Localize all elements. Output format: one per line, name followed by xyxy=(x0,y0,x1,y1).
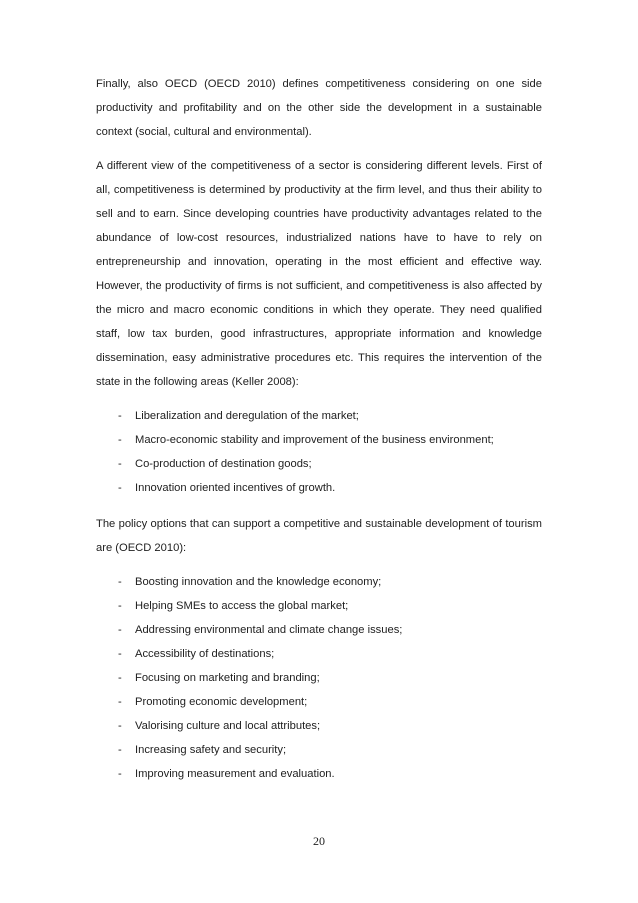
bullet-dash: - xyxy=(118,744,122,756)
bullet-dash: - xyxy=(118,672,122,684)
policy-options-list xyxy=(96,570,542,786)
bullet-dash: - xyxy=(118,624,122,636)
bullet-dash: - xyxy=(118,600,122,612)
list-item-text: Accessibility of destinations; xyxy=(135,648,275,660)
list-item-text: Boosting innovation and the knowledge economy; xyxy=(135,576,382,588)
bullet-dash: - xyxy=(118,768,122,780)
list-item xyxy=(96,714,542,738)
list-item-text: Co-production of destination goods; xyxy=(135,458,312,470)
bullet-dash: - xyxy=(118,720,122,732)
list-item-text: Valorising culture and local attributes; xyxy=(135,720,321,732)
bullet-dash: - xyxy=(118,482,122,494)
paragraph-oecd-definition: Finally, also OECD (OECD 2010) defines competitiveness considering on one side productivity and profitability and on the other side the development in a sustainable context (social, cultural and environmental). xyxy=(96,78,542,138)
list-item xyxy=(96,594,542,618)
list-item xyxy=(96,476,542,500)
list-item xyxy=(96,666,542,690)
list-item-text: Liberalization and deregulation of the market; xyxy=(135,410,359,422)
list-item xyxy=(96,762,542,786)
list-item xyxy=(96,570,542,594)
bullet-dash: - xyxy=(118,458,122,470)
bullet-dash: - xyxy=(118,434,122,446)
bullet-dash: - xyxy=(118,696,122,708)
list-item-text: Macro-economic stability and improvement of the business environment; xyxy=(135,434,494,446)
list-item-text: Addressing environmental and climate change issues; xyxy=(135,624,403,636)
list-item-text: Increasing safety and security; xyxy=(135,744,287,756)
list-item-text: Promoting economic development; xyxy=(135,696,308,708)
list-item xyxy=(96,642,542,666)
list-item xyxy=(96,428,542,452)
bullet-dash: - xyxy=(118,648,122,660)
list-item xyxy=(96,738,542,762)
paragraph-policy-options: The policy options that can support a competitive and sustainable development of tourism are (OECD 2010): xyxy=(96,518,542,554)
list-item-text: Helping SMEs to access the global market; xyxy=(135,600,349,612)
list-item-text: Focusing on marketing and branding; xyxy=(135,672,320,684)
page-number: 20 xyxy=(313,834,325,848)
list-item-text: Innovation oriented incentives of growth. xyxy=(135,482,336,494)
page-content xyxy=(96,72,542,798)
bullet-dash: - xyxy=(118,576,122,588)
list-item xyxy=(96,452,542,476)
bullet-dash: - xyxy=(118,410,122,422)
list-item xyxy=(96,618,542,642)
list-item xyxy=(96,690,542,714)
paragraph-competitiveness-levels: A different view of the competitiveness of a sector is considering different levels. First of all, competitiveness is determined by productivity at the firm level, and thus their ability to sell and to earn. Since developing countries have productivity advantages related to the abundance of low-cost resources, industrialized nations have to have to rely on entrepreneurship and innovation, operating in the most efficient and effective way. However, the productivity of firms is not sufficient, and competitiveness is also affected by the micro and macro economic conditions in which they operate. They need qualified staff, low tax burden, good infrastructures, appropriate information and knowledge dissemination, easy administrative procedures etc. This requires the intervention of the state in the following areas (Keller 2008): xyxy=(96,160,542,388)
state-areas-list xyxy=(96,404,542,500)
list-item xyxy=(96,404,542,428)
list-item-text: Improving measurement and evaluation. xyxy=(135,768,335,780)
